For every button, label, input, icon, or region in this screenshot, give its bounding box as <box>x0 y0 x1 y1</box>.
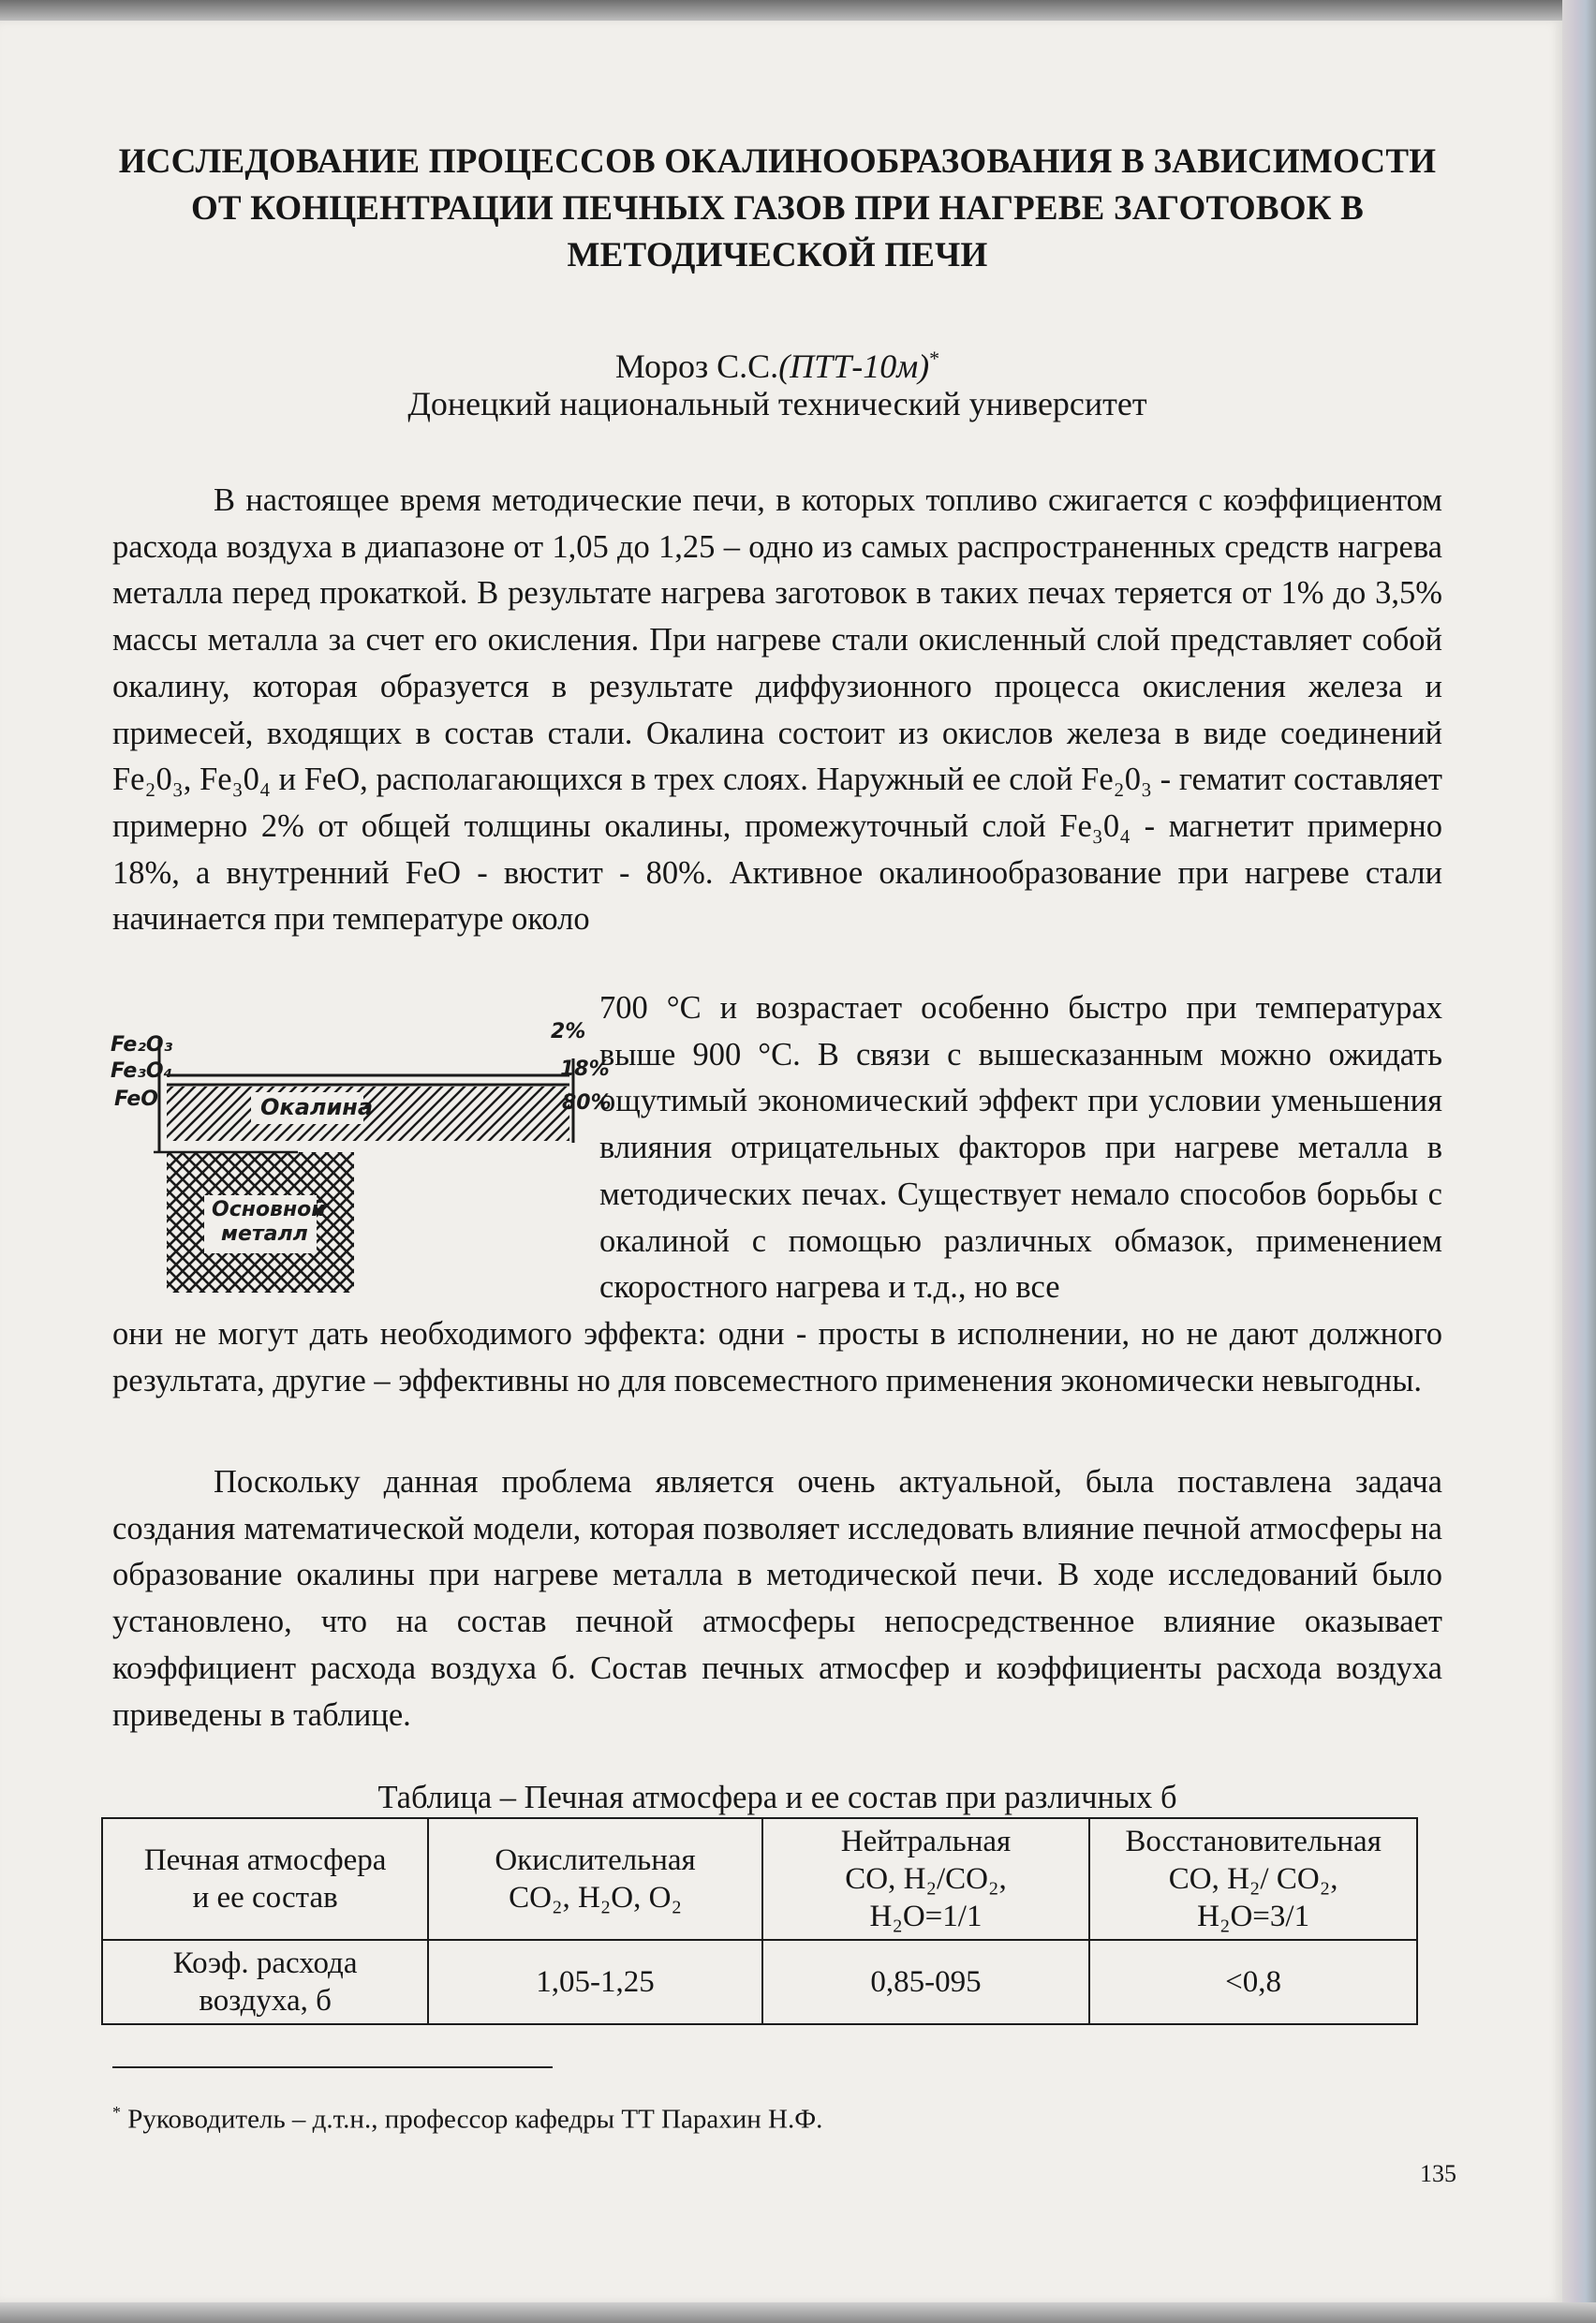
table-cell: 0,85-095 <box>762 1940 1089 2024</box>
paragraph-2: Поскольку данная проблема является очень актуальной, была поставлена задача создания математической модели, которая позволяет исследовать влияние печной атмосферы на образование окалины при нагреве металла в методической печи. В ходе исследований было установлено, что на состав печной атмосферы непосредственное влияние оказывает коэффициент расхода воздуха б. Состав печных атмосфер и коэффициенты расхода воздуха приведены в таблице. <box>112 1464 1442 1733</box>
header-text: Нейтральная <box>840 1825 1012 1858</box>
footnote-rule <box>112 2066 553 2068</box>
author-name: Мороз С.С. <box>614 348 779 385</box>
footnote-text: Руководитель – д.т.н., профессор кафедры ТТ Парахин Н.Ф. <box>127 2104 823 2135</box>
label-fe2o3: Fe₂O₃ <box>111 1033 173 1057</box>
paragraph-1-wrap: 700 °С и возрастает особенно быстро при температурах выше 900 °С. В связи с вышесказанным можно ожидать ощутимый экономический эффект при условии уменьшения влияния отрицательных факторов при нагреве металла в методических печах. Существует немало способов борьбы с окалиной с помощью различных обмазок, применением скоростного нагрева и т.д., но все <box>599 990 1442 1306</box>
header-text: CO, H₂/CO₂, <box>845 1862 1007 1896</box>
scan-bottom-edge <box>0 2302 1596 2323</box>
scale-layers-drawing <box>111 1002 598 1302</box>
cell-text: Коэф. расхода <box>172 1946 358 1980</box>
author-footnote-mark: * <box>929 347 940 370</box>
header-text: H₂O=1/1 <box>869 1900 983 1933</box>
affiliation: Донецкий национальный технический университет <box>407 385 1147 422</box>
label-feo: FeO <box>114 1088 158 1111</box>
label-scale: Окалина <box>260 1094 374 1120</box>
table-cell: <0,8 <box>1089 1940 1417 2024</box>
label-metal-2: металл <box>221 1222 308 1246</box>
scale-layers-figure <box>111 1002 612 1302</box>
label-pct-fe2o3: 2% <box>551 1020 586 1043</box>
scan-top-edge <box>0 0 1596 21</box>
header-text: Восстановительная <box>1125 1825 1382 1858</box>
footnote-mark: * <box>112 2103 121 2122</box>
table-cell: 1,05-1,25 <box>428 1940 762 2024</box>
table-header-cell <box>1089 1818 1417 1940</box>
paragraph-1: В настоящее время методические печи, в которых топливо сжигается с коэффициентом расхода воздуха в диапазоне от 1,05 до 1,25 – одно из самых распространенных средств нагрева металла перед прокаткой. В результате нагрева заготовок в таких печах теряется от 1% до 3,5% массы металла за счет его окисления. При нагреве стали окисленный слой представляет собой окалину, которая образуется в результате диффузионного процесса окисления железа и примесей, входящих в состав стали. Окалина состоит из окислов железа в виде соединений Fe₂0₃, Fe₃0₄ и FeO, располагающихся в трех слоях. Наружный ее слой Fe₂0₃ - гематит составляет примерно 2% от общей толщины окалины, промежуточный слой Fe₃0₄ - магнетит примерно 18%, а внутренний FeO - вюстит - 80%. Активное окалинообразование при нагреве стали начинается при температуре около <box>112 482 1442 938</box>
label-fe3o4: Fe₃O₄ <box>111 1059 173 1083</box>
table-caption: Таблица – Печная атмосфера и ее состав при различных б <box>377 1780 1177 1815</box>
table-cell <box>102 1940 428 2024</box>
label-metal-1: Основной <box>212 1198 326 1221</box>
table-header-cell <box>102 1818 428 1940</box>
scan-right-edge <box>1562 0 1596 2323</box>
table-header-cell <box>428 1818 762 1940</box>
header-text: Окислительная <box>495 1843 696 1877</box>
author-group: (ПТТ-10м) <box>778 348 930 385</box>
atmosphere-table <box>101 1817 1418 2025</box>
header-text: H₂O=3/1 <box>1197 1900 1310 1933</box>
label-pct-feo: 80% <box>562 1091 612 1115</box>
header-text: CO₂, H₂O, O₂ <box>509 1881 682 1915</box>
header-text: CO, H₂/ CO₂, <box>1168 1862 1338 1896</box>
article-title: ИССЛЕДОВАНИЕ ПРОЦЕССОВ ОКАЛИНООБРАЗОВАНИЯ В ЗАВИСИМОСТИ ОТ КОНЦЕНТРАЦИИ ПЕЧНЫХ ГАЗОВ ПРИ НАГРЕВЕ ЗАГОТОВОК В МЕТОДИЧЕСКОЙ ПЕЧИ <box>118 142 1437 274</box>
label-pct-fe3o4: 18% <box>560 1058 610 1081</box>
table-header-row <box>102 1818 1417 1940</box>
page-number: 135 <box>1420 2160 1456 2187</box>
table-row <box>102 1940 1417 2024</box>
footnote <box>112 2094 1330 2138</box>
author-line <box>112 337 1442 388</box>
table-header-cell <box>762 1818 1089 1940</box>
cell-text: воздуха, б <box>199 1984 332 2018</box>
paragraph-1-tail: они не могут дать необходимого эффекта: одни - просты в исполнении, но не дают должного результата, другие – эффективны но для повсеместного применения экономически невыгодны. <box>112 1316 1442 1398</box>
header-text: и ее состав <box>192 1881 338 1915</box>
header-text: Печная атмосфера <box>143 1843 387 1877</box>
